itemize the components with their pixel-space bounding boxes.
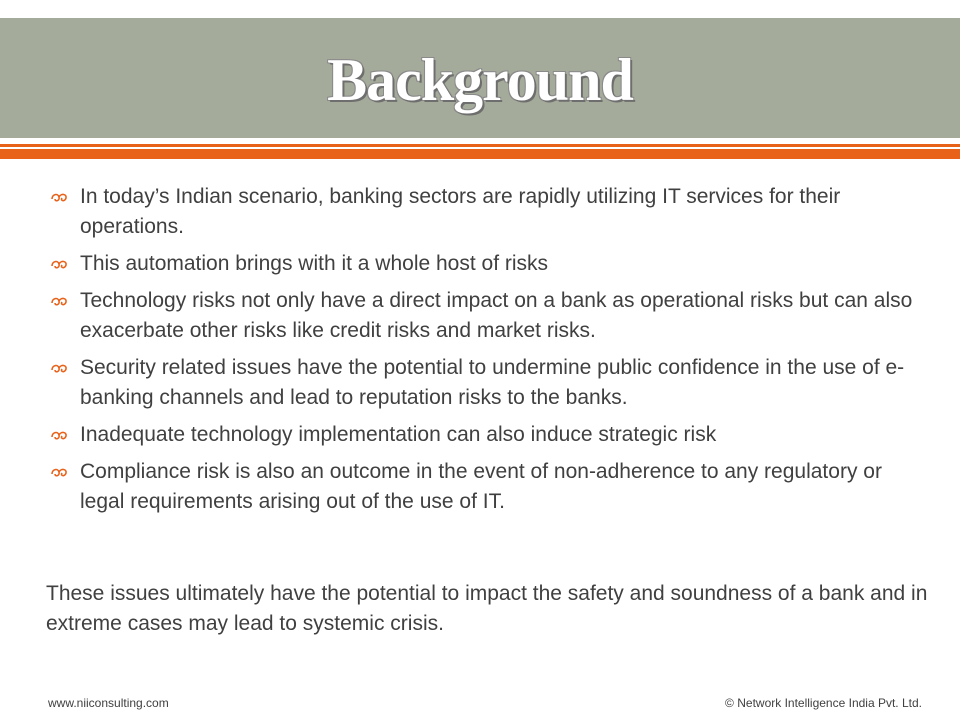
bullet-list: [48, 182, 928, 524]
accent-rule-thick: [0, 149, 960, 159]
bullet-text: Technology risks not only have a direct impact on a bank as operational risks but can also exacerbate other risks like credit risks and market risks.: [80, 289, 913, 342]
swirl-bullet-icon: [48, 426, 70, 444]
footer-copyright: © Network Intelligence India Pvt. Ltd.: [725, 696, 922, 710]
bullet-text: This automation brings with it a whole host of risks: [80, 252, 549, 275]
bullet-item: [48, 420, 928, 450]
swirl-bullet-icon: [48, 188, 70, 206]
bullet-item: [48, 182, 928, 242]
swirl-bullet-icon: [48, 359, 70, 377]
closing-paragraph: These issues ultimately have the potential to impact the safety and soundness of a bank and in extreme cases may lead to systemic crisis.: [46, 582, 928, 635]
bullet-text: Compliance risk is also an outcome in the event of non-adherence to any regulatory or legal requirements arising out of the use of IT.: [80, 460, 882, 513]
swirl-bullet-icon: [48, 292, 70, 310]
bullet-item: [48, 286, 928, 346]
accent-rule-thin: [0, 144, 960, 147]
swirl-bullet-icon: [48, 463, 70, 481]
footer-website: www.niiconsulting.com: [48, 696, 169, 710]
bullet-item: [48, 249, 928, 279]
bullet-item: [48, 353, 928, 413]
slide-title: Background: [327, 47, 633, 113]
bullet-text: Inadequate technology implementation can also induce strategic risk: [80, 423, 717, 446]
bullet-item: [48, 457, 928, 517]
bullet-text: Security related issues have the potential to undermine public confidence in the use of e-banking channels and lead to reputation risks to the banks.: [80, 356, 905, 409]
swirl-bullet-icon: [48, 255, 70, 273]
bullet-text: In today’s Indian scenario, banking sectors are rapidly utilizing IT services for their operations.: [80, 185, 841, 238]
